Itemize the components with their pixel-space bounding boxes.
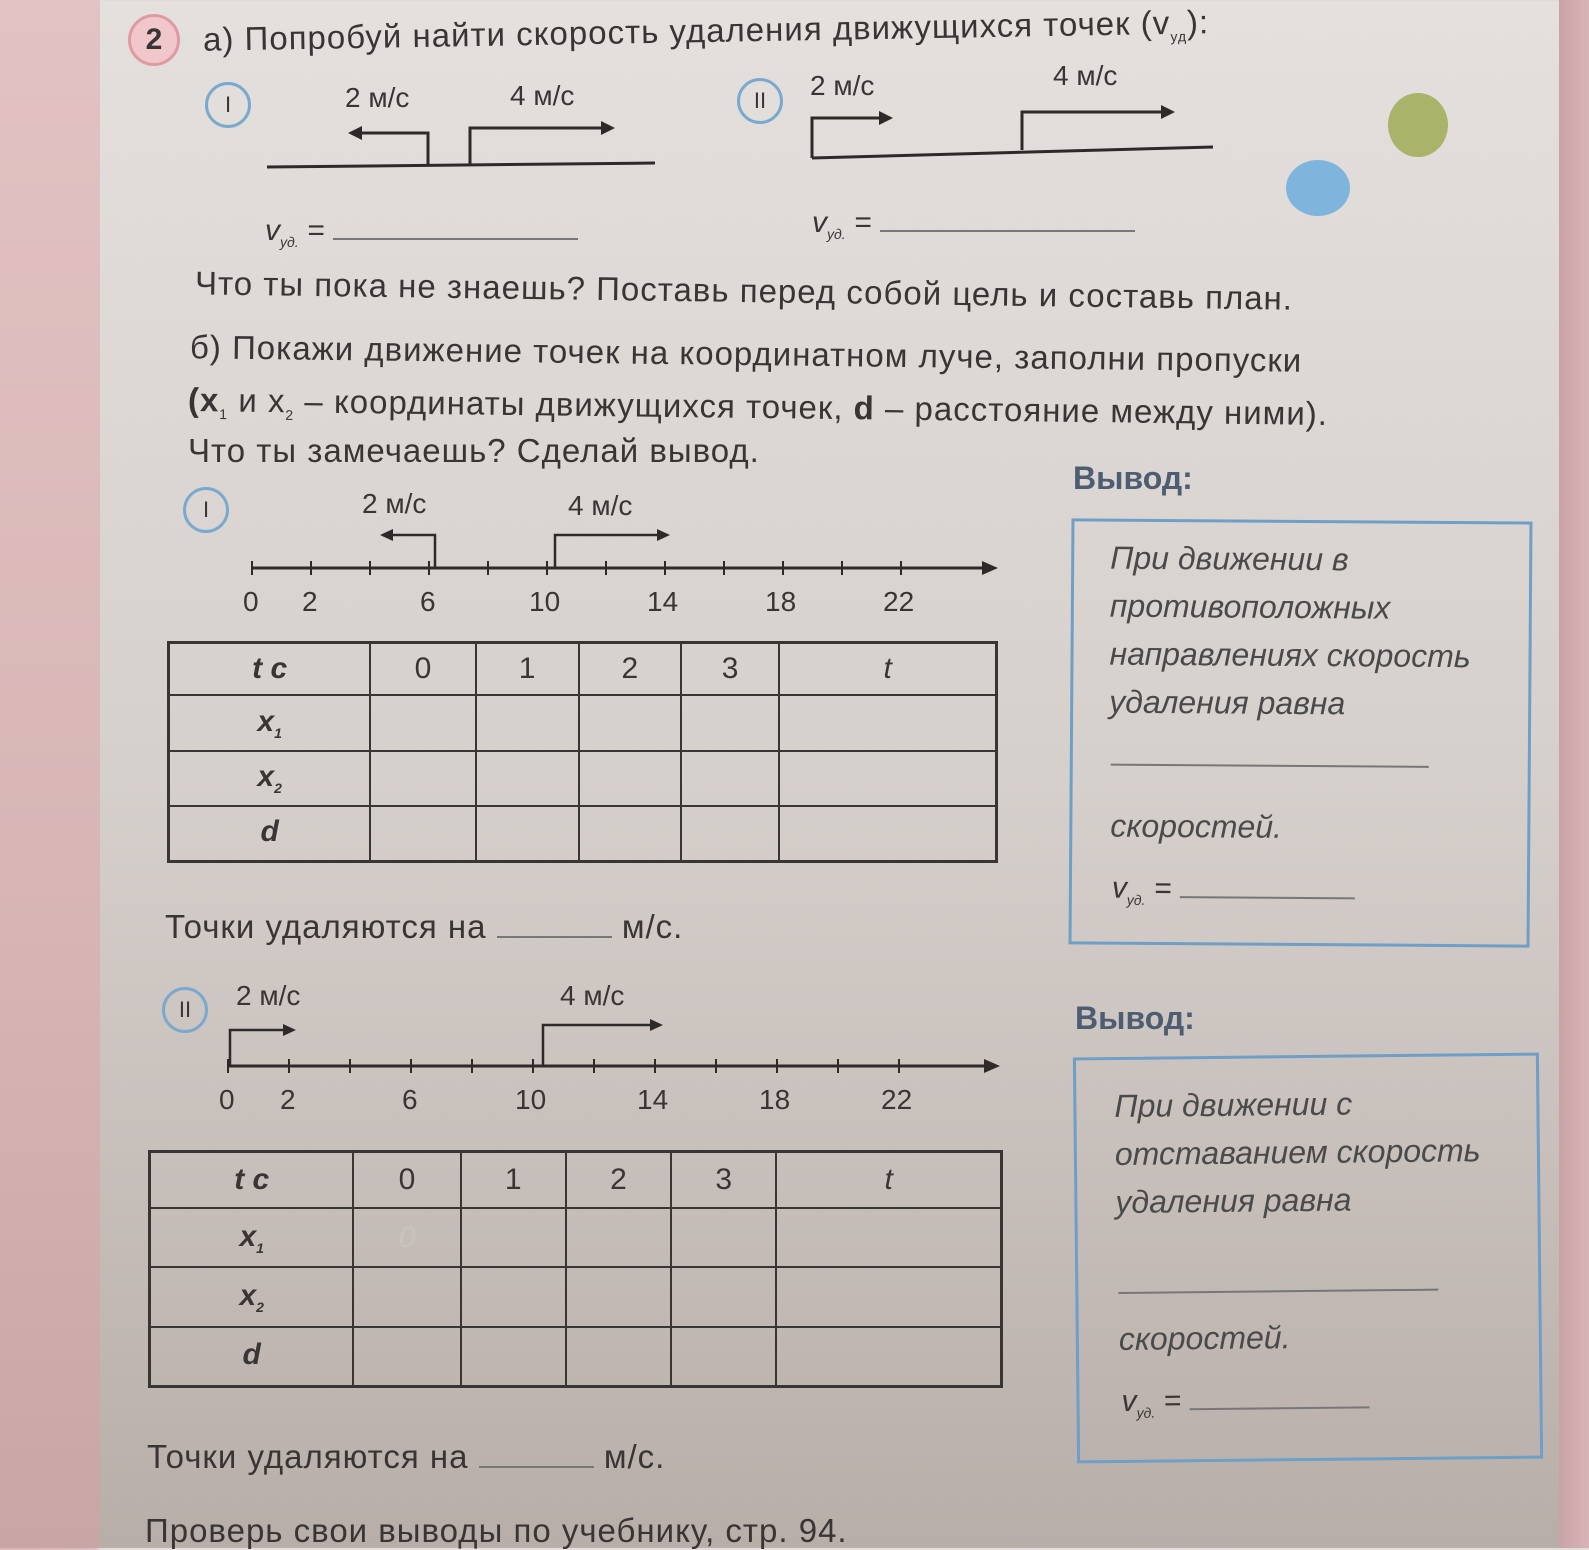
- row-label-text: x: [257, 704, 275, 738]
- header-cell: 1: [461, 1152, 566, 1209]
- table-row: [150, 1267, 1002, 1326]
- answer-blank[interactable]: [1189, 1406, 1369, 1410]
- table-row: [150, 1327, 1002, 1387]
- footer-text: Проверь свои выводы по учебнику, стр. 94.: [145, 1512, 848, 1549]
- v-ud-label-II: $v_{уд.}$ =: [812, 206, 1135, 242]
- conclusion-line: удаления равна: [1109, 683, 1346, 722]
- tick-label: 22: [883, 586, 915, 617]
- speed-label-2: 4 м/с: [1053, 60, 1118, 91]
- header-cell: 2: [566, 1152, 671, 1209]
- motion-arrow: [230, 1030, 288, 1066]
- header-cell: 0: [353, 1152, 460, 1209]
- tick-label: 14: [647, 586, 679, 617]
- conclusion-end: скоростей.: [1118, 1319, 1291, 1357]
- tick-label: 18: [759, 1084, 791, 1115]
- answer-cell[interactable]: [353, 1327, 460, 1387]
- row-label-text: x: [239, 1219, 257, 1253]
- answer-blank[interactable]: [479, 1466, 594, 1468]
- row-label-sub: 1: [274, 724, 282, 741]
- tick-label: 22: [881, 1084, 913, 1115]
- case-I-badge: I: [205, 82, 251, 128]
- speed-label-2: 4 м/с: [560, 980, 625, 1011]
- header-label: t c: [169, 643, 371, 696]
- v-ud-label: $v_{уд.}$ =: [1112, 872, 1355, 910]
- header-cell: t: [776, 1152, 1001, 1209]
- conclusion-line: удаления равна: [1115, 1181, 1352, 1221]
- conclusion-end: скоростей.: [1110, 807, 1283, 845]
- answer-cell[interactable]: [353, 1267, 460, 1326]
- header-cell: 0: [370, 643, 475, 696]
- row-label-sub: 1: [256, 1239, 264, 1256]
- row-label-sub: 2: [256, 1298, 264, 1315]
- header-cell: t: [779, 643, 996, 696]
- task-b-line3: Что ты замечаешь? Сделай вывод.: [188, 432, 760, 469]
- speed-label-1: 2 м/с: [236, 980, 301, 1011]
- conclusion-II-title: Вывод:: [1075, 1000, 1195, 1036]
- speed-label-1: 2 м/с: [362, 488, 427, 519]
- row-label-text: d: [242, 1338, 261, 1372]
- v-ud-label: $v_{уд.}$ =: [1121, 1382, 1369, 1421]
- tick-label: 10: [529, 586, 561, 617]
- header-cell: 2: [579, 643, 681, 696]
- heading-end: ):: [1186, 3, 1210, 41]
- header-label: t c: [150, 1152, 354, 1209]
- row-label-sub: 2: [274, 780, 282, 797]
- row-label-text: x: [239, 1278, 257, 1312]
- answer-cell[interactable]: [461, 1267, 566, 1326]
- arrow-head: [650, 1019, 663, 1031]
- answer-cell[interactable]: [566, 1267, 671, 1326]
- header-cell: 1: [476, 643, 579, 696]
- table-II: [148, 1150, 1003, 1388]
- v-ud-label-I: $v_{уд.}$ =: [265, 214, 578, 250]
- conclusion-line: противоположных: [1109, 587, 1391, 626]
- answer-cell[interactable]: [566, 1327, 671, 1387]
- case-I-badge: I: [183, 487, 229, 533]
- speed-label-2: 4 м/с: [568, 490, 633, 521]
- answer-blank[interactable]: [1118, 1289, 1438, 1294]
- answer-cell[interactable]: [776, 1208, 1001, 1267]
- case-II-badge: II: [737, 78, 783, 124]
- answer-cell[interactable]: [461, 1208, 566, 1267]
- tick-label: 6: [420, 586, 436, 617]
- answer-cell[interactable]: [566, 1208, 671, 1267]
- conclusion-line: отставанием скорость: [1114, 1132, 1481, 1173]
- heading-sub: уд: [1170, 28, 1188, 45]
- answer-cell[interactable]: [671, 1208, 776, 1267]
- answer-cell[interactable]: [671, 1267, 776, 1326]
- row-label-text: x: [257, 760, 275, 794]
- tick-label: 10: [515, 1084, 547, 1115]
- answer-cell[interactable]: [776, 1267, 1001, 1326]
- answer-cell[interactable]: [776, 1327, 1001, 1387]
- conclusion-line: При движении с: [1114, 1085, 1353, 1125]
- axis-arrow: [984, 1059, 1000, 1073]
- conclusion-II-box: [1073, 1053, 1543, 1464]
- table-row: [150, 1208, 1002, 1267]
- header-cell: 3: [681, 643, 779, 696]
- tick-label: 14: [637, 1084, 669, 1115]
- conclusion-I-title: Вывод:: [1073, 460, 1193, 496]
- row-label-text: d: [260, 815, 279, 849]
- conclusion-line: При движении в: [1110, 539, 1349, 578]
- tick-label: 2: [302, 586, 318, 617]
- header-cell: 3: [671, 1152, 776, 1209]
- task-number: 2: [128, 14, 180, 66]
- row-label: [150, 1267, 354, 1326]
- speed-label-1: 2 м/с: [810, 70, 875, 101]
- task-b-line2: ($x_1$ и $x_2$ – координаты движущихся точек, d – расстояние между ними).: [187, 381, 1329, 432]
- speed-label-1: 2 м/с: [345, 82, 410, 113]
- conclusion-line: направлениях скорость: [1109, 635, 1471, 675]
- row-label: [150, 1327, 354, 1387]
- motion-arrow: [543, 1025, 655, 1066]
- points-away-II: Точки удаляются на м/с.: [147, 1438, 666, 1475]
- case-II-badge: II: [162, 987, 208, 1033]
- row-label: [150, 1208, 354, 1267]
- tick-label: 6: [402, 1084, 418, 1115]
- tick-label: 18: [765, 586, 797, 617]
- speed-label-2: 4 м/с: [510, 80, 575, 111]
- points-away-I: Точки удаляются на м/с.: [165, 908, 684, 945]
- tick-label: 2: [280, 1084, 296, 1115]
- tick-label: 0: [219, 1084, 235, 1115]
- task-b-line1: б) Покажи движение точек на координатном луче, заполни пропуски: [189, 328, 1303, 379]
- answer-cell[interactable]: [671, 1327, 776, 1387]
- question-text: Что ты пока не знаешь? Поставь перед собой цель и составь план.: [194, 264, 1294, 317]
- answer-cell[interactable]: [461, 1327, 566, 1387]
- answer-cell[interactable]: 0: [353, 1208, 460, 1267]
- heading-text: а) Попробуй найти скорость удаления движущихся точек (v: [202, 3, 1171, 58]
- tick-label: 0: [243, 586, 259, 617]
- arrow-head: [283, 1024, 296, 1036]
